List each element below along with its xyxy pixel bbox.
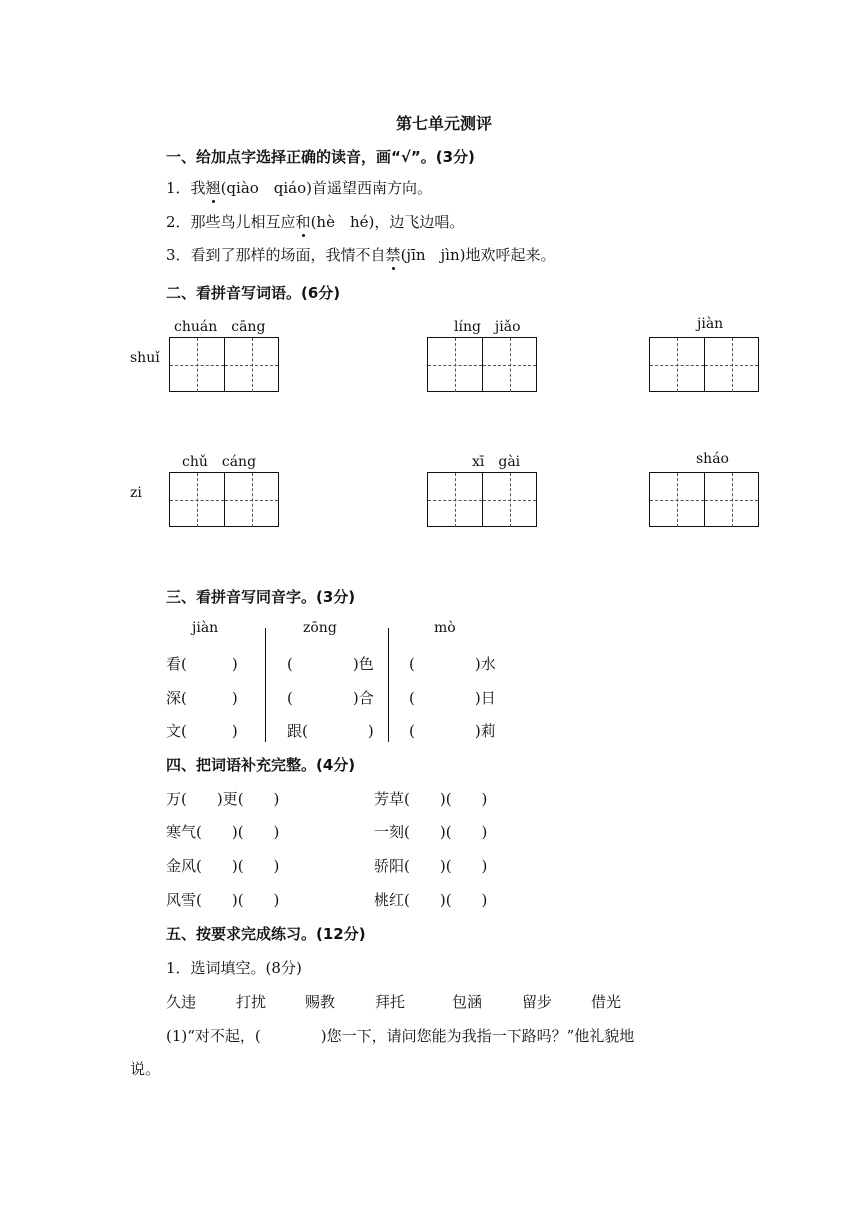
section-5-heading: 五、按要求完成练习。(12分) — [166, 925, 366, 943]
dotted-char: 和 — [295, 213, 311, 231]
s4-item: 万( )更( ) — [166, 790, 280, 808]
s1-question-3: 3．看到了那样的场面，我情不自禁(jīn jìn)地欢呼起来。 — [166, 246, 556, 264]
s3-col2-pinyin: zōng — [303, 620, 337, 636]
s3-item: ( )莉 — [409, 722, 496, 740]
page-title: 第七单元测评 — [396, 114, 493, 133]
s3-item: ( )色 — [287, 655, 374, 673]
s5-question-1: (1)“对不起，( )您一下，请问您能为我指一下路吗？”他礼貌地 — [166, 1027, 635, 1045]
pinyin-label: chuán cāng — [174, 319, 266, 335]
word-option: 借光 — [591, 993, 622, 1011]
row1-prefix-pinyin: shuǐ — [130, 350, 160, 366]
writing-grid[interactable] — [649, 337, 759, 392]
pinyin-label: sháo — [696, 451, 729, 467]
row2-prefix-pinyin: zi — [130, 485, 142, 501]
s4-item: 寒气( )( ) — [166, 823, 280, 841]
s4-item: 骄阳( )( ) — [374, 857, 488, 875]
s3-item: 文( ) — [166, 722, 238, 740]
writing-grid[interactable] — [427, 472, 537, 527]
section-2-heading: 二、看拼音写词语。(6分) — [166, 284, 341, 302]
word-option: 包涵 — [452, 993, 483, 1011]
writing-grid[interactable] — [427, 337, 537, 392]
s3-item: ( )日 — [409, 689, 496, 707]
writing-grid[interactable] — [649, 472, 759, 527]
pinyin-label: chǔ cáng — [182, 454, 257, 470]
s4-item: 金风( )( ) — [166, 857, 280, 875]
dotted-char: 翘 — [205, 179, 221, 197]
pinyin-label: xī gài — [472, 454, 521, 470]
s5-question-1-cont: 说。 — [130, 1060, 161, 1078]
section-1-heading: 一、给加点字选择正确的读音，画“√”。(3分) — [166, 148, 475, 166]
dotted-char: 禁 — [385, 246, 401, 264]
s3-item: 看( ) — [166, 655, 238, 673]
writing-grid[interactable] — [169, 472, 279, 527]
section-3-heading: 三、看拼音写同音字。(3分) — [166, 588, 356, 606]
pinyin-label: jiàn — [697, 316, 724, 332]
s3-item: 深( ) — [166, 689, 238, 707]
s3-col1-pinyin: jiàn — [192, 620, 219, 636]
s3-item: 跟( ) — [287, 722, 374, 740]
s4-item: 桃红( )( ) — [374, 891, 488, 909]
column-divider — [388, 628, 389, 742]
section-4-heading: 四、把词语补充完整。(4分) — [166, 756, 356, 774]
word-option: 久违 — [166, 993, 197, 1011]
s1-question-1: 1．我翘(qiào qiáo)首遥望西南方向。 — [166, 179, 433, 197]
s3-col3-pinyin: mò — [434, 620, 456, 636]
word-option: 拜托 — [375, 993, 406, 1011]
word-option: 赐教 — [305, 993, 336, 1011]
word-option: 打扰 — [236, 993, 267, 1011]
s3-item: ( )水 — [409, 655, 496, 673]
column-divider — [265, 628, 266, 742]
s3-item: ( )合 — [287, 689, 374, 707]
writing-grid[interactable] — [169, 337, 279, 392]
s5-subheading: 1．选词填空。(8分) — [166, 959, 302, 977]
s4-item: 一刻( )( ) — [374, 823, 488, 841]
s4-item: 风雪( )( ) — [166, 891, 280, 909]
s4-item: 芳草( )( ) — [374, 790, 488, 808]
word-option: 留步 — [522, 993, 553, 1011]
s1-question-2: 2．那些鸟儿相互应和(hè hé)，边飞边唱。 — [166, 213, 465, 231]
pinyin-label: líng jiǎo — [454, 319, 521, 335]
